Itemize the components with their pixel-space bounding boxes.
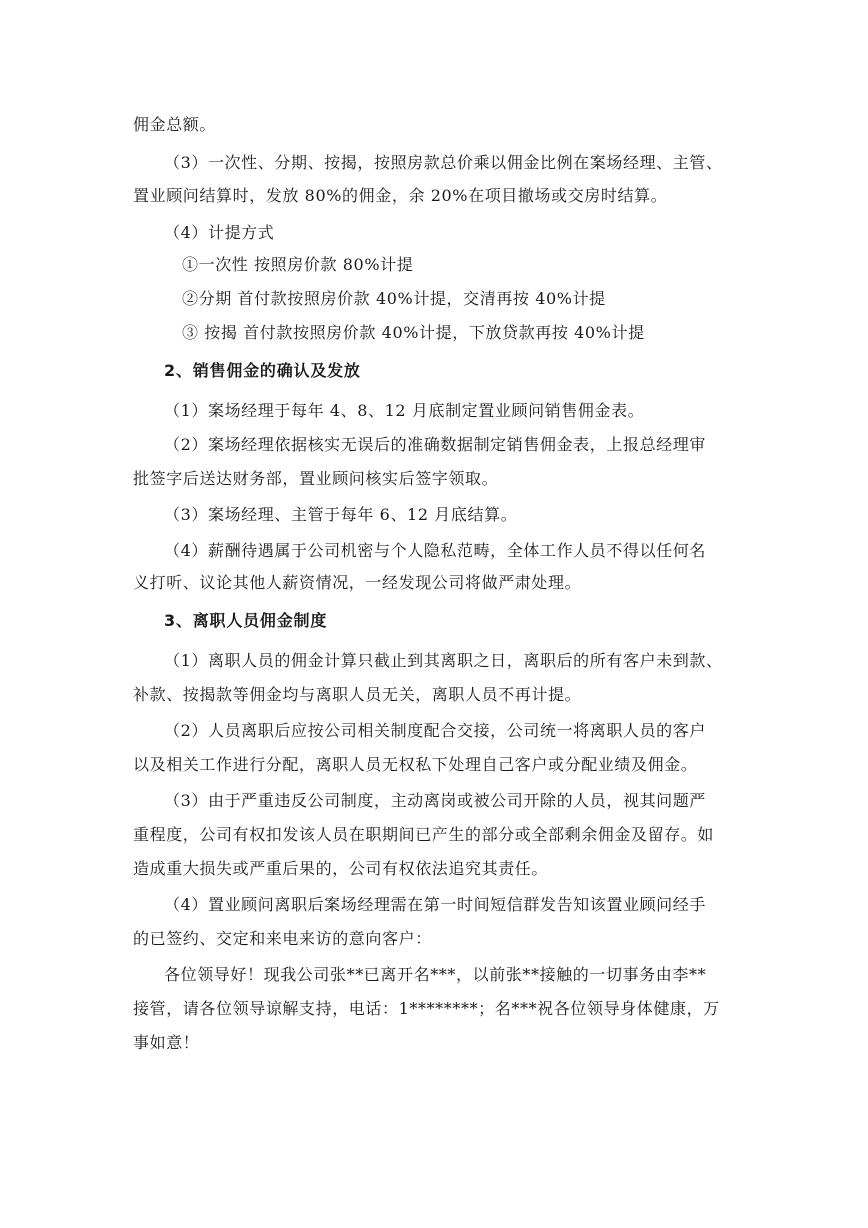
text-line: 接管，请各位领导谅解支持，电话：1********；名***祝各位领导身体健康，万 bbox=[133, 999, 720, 1018]
text-line: 以及相关工作进行分配，离职人员无权私下处理自己客户或分配业绩及佣金。 bbox=[133, 755, 698, 774]
section-heading: 2、销售佣金的确认及发放 bbox=[164, 361, 361, 380]
text-line: ①一次性 按照房价款 80%计提 bbox=[182, 255, 414, 274]
text-line: （3）一次性、分期、按揭，按照房款总价乘以佣金比例在案场经理、主管、 bbox=[164, 153, 723, 172]
text-line: 补款、按揭款等佣金均与离职人员无关，离职人员不再计提。 bbox=[133, 685, 582, 704]
text-line: 批签字后送达财务部，置业顾问核实后签字领取。 bbox=[133, 469, 499, 488]
text-line: 置业顾问结算时，发放 80%的佣金，余 20%在项目撤场或交房时结算。 bbox=[133, 186, 668, 205]
text-line: 义打听、议论其他人薪资情况，一经发现公司将做严肃处理。 bbox=[133, 573, 582, 592]
text-line: （2）案场经理依据核实无误后的准确数据制定销售佣金表，上报总经理审 bbox=[164, 435, 706, 454]
text-line: 各位领导好！现我公司张**已离开名***，以前张**接触的一切事务由李** bbox=[164, 965, 707, 984]
text-line: （4）薪酬待遇属于公司机密与个人隐私范畴，全体工作人员不得以任何名 bbox=[164, 541, 706, 560]
text-line: 佣金总额。 bbox=[133, 115, 217, 134]
text-line: （4）计提方式 bbox=[164, 223, 275, 242]
text-line: ③ 按揭 首付款按照房价款 40%计提，下放贷款再按 40%计提 bbox=[182, 323, 645, 342]
text-line: （1）离职人员的佣金计算只截止到其离职之日，离职后的所有客户未到款、 bbox=[164, 651, 723, 670]
text-line: 事如意！ bbox=[133, 1033, 200, 1052]
text-line: （1）案场经理于每年 4、8、12 月底制定置业顾问销售佣金表。 bbox=[164, 401, 645, 420]
text-line: 重程度，公司有权扣发该人员在职期间已产生的部分或全部剩余佣金及留存。如 bbox=[133, 825, 715, 844]
section-heading: 3、离职人员佣金制度 bbox=[164, 611, 328, 630]
text-line: （2）人员离职后应按公司相关制度配合交接，公司统一将离职人员的客户 bbox=[164, 721, 706, 740]
text-line: （4）置业顾问离职后案场经理需在第一时间短信群发告知该置业顾问经手 bbox=[164, 895, 706, 914]
text-line: 的已签约、交定和来电来访的意向客户： bbox=[133, 929, 432, 948]
text-line: ②分期 首付款按照房价款 40%计提，交清再按 40%计提 bbox=[182, 289, 606, 308]
text-line: （3）由于严重违反公司制度，主动离岗或被公司开除的人员，视其问题严 bbox=[164, 791, 706, 810]
text-line: 造成重大损失或严重后果的，公司有权依法追究其责任。 bbox=[133, 859, 549, 878]
text-line: （3）案场经理、主管于每年 6、12 月底结算。 bbox=[164, 505, 518, 524]
